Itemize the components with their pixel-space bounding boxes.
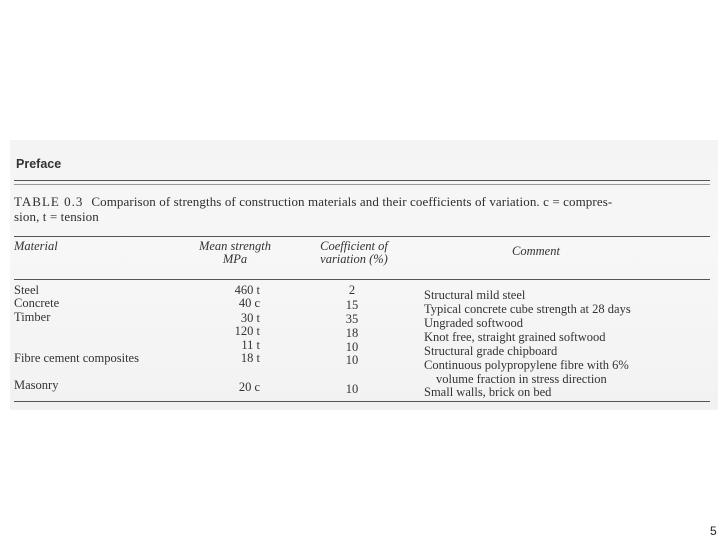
cell-strength: 20 c	[238, 380, 260, 394]
cell-strength: 18 t	[240, 351, 260, 365]
cell-cov: 18	[345, 326, 359, 340]
cell-comment: Structural grade chipboard	[424, 344, 558, 358]
header-mean-strength-line1: Mean strength	[198, 239, 272, 253]
cell-comment-continuation: volume fraction in stress direction	[436, 372, 607, 386]
header-comment: Comment	[512, 244, 560, 258]
cell-cov: 2	[348, 283, 356, 297]
cell-strength: 30 t	[240, 311, 260, 325]
page-number: 5	[710, 524, 717, 538]
cell-comment: Knot free, straight grained softwood	[424, 330, 606, 344]
header-material: Material	[14, 239, 58, 253]
caption-text-line1: Comparison of strengths of construction materials and their coefficients of variation. c = compres-	[91, 194, 613, 209]
cell-comment: Typical concrete cube strength at 28 days	[424, 302, 631, 316]
header-mean-strength-unit: MPa	[222, 252, 248, 266]
cell-material: Steel	[14, 283, 39, 297]
cell-comment: Ungraded softwood	[424, 316, 523, 330]
cell-strength: 40 c	[238, 296, 260, 310]
cell-cov: 35	[345, 312, 359, 326]
cell-material: Fibre cement composites	[14, 351, 139, 365]
cell-material: Concrete	[14, 296, 60, 310]
table-bottom-rule	[14, 401, 710, 402]
cell-comment: Structural mild steel	[424, 288, 526, 302]
header-coefficient-line1: Coefficient of	[320, 239, 388, 253]
cell-cov: 10	[345, 340, 359, 354]
section-heading: Preface	[16, 157, 62, 171]
header-top-rule	[14, 236, 710, 237]
cell-material: Masonry	[14, 378, 59, 392]
cell-material: Timber	[14, 310, 51, 324]
cell-cov: 15	[345, 298, 359, 312]
header-mean-strength	[180, 240, 290, 266]
top-rule-thin	[14, 184, 710, 185]
cell-comment: Small walls, brick on bed	[424, 385, 552, 399]
caption-text-line2: sion, t = tension	[14, 209, 99, 224]
top-rule	[14, 180, 710, 181]
cell-strength: 11 t	[241, 338, 260, 352]
cell-strength: 460 t	[234, 283, 260, 297]
header-coefficient-line2: variation (%)	[320, 252, 388, 266]
cell-cov: 10	[345, 382, 359, 396]
cell-comment: Continuous polypropylene fibre with 6%	[424, 358, 629, 372]
table-label: TABLE 0.3	[14, 194, 84, 209]
cell-strength: 120 t	[234, 324, 260, 338]
cell-cov: 10	[345, 353, 359, 367]
table-caption	[14, 194, 714, 224]
header-bottom-rule	[14, 279, 710, 280]
header-coefficient	[306, 240, 402, 266]
